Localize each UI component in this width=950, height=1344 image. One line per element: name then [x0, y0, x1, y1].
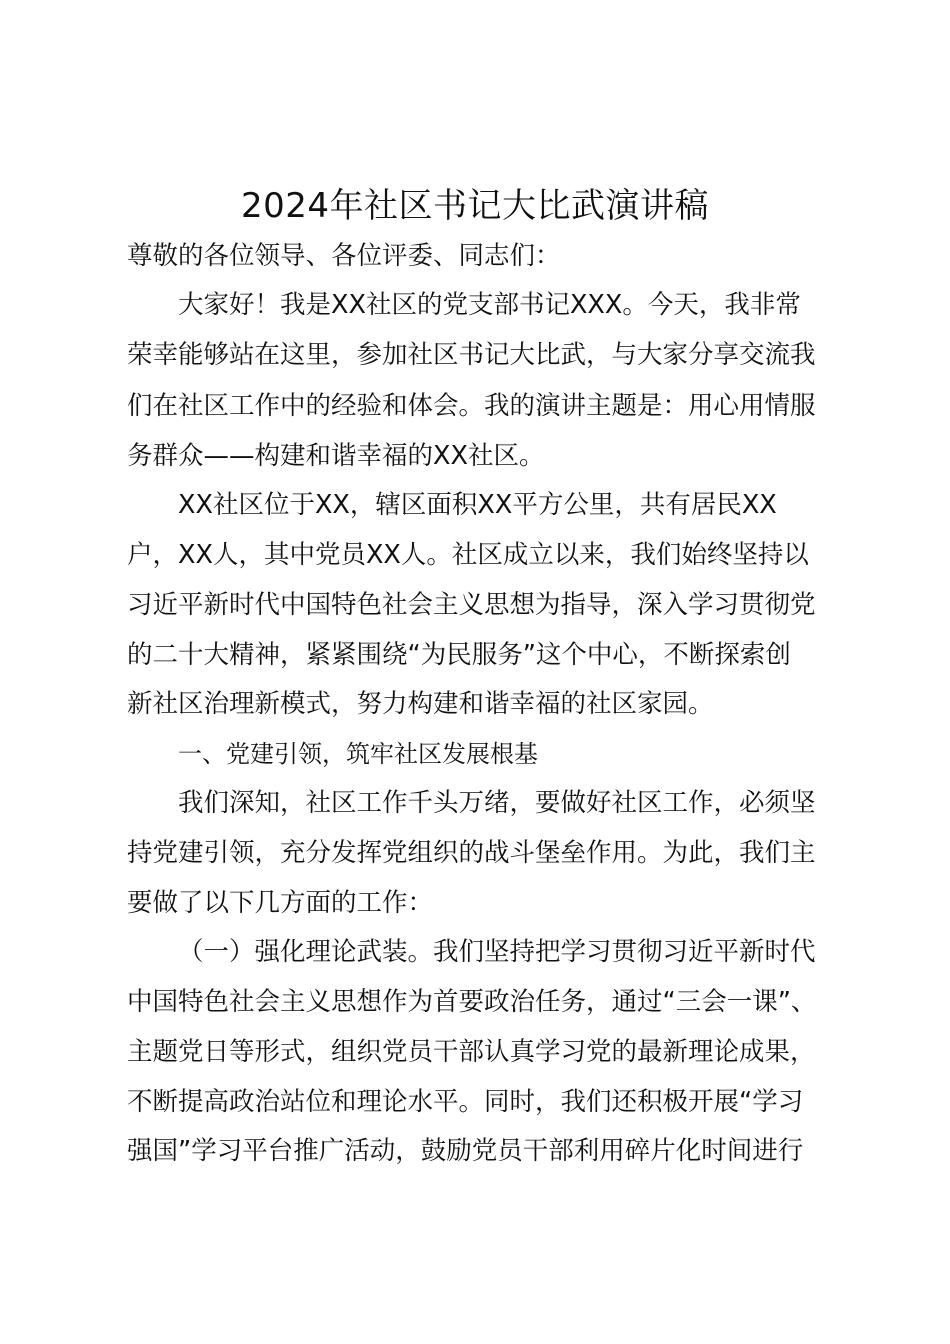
- paragraph-line: 的二十大精神，紧紧围绕“为民服务”这个中心，不断探索创: [127, 640, 791, 670]
- section-heading: 一、党建引领，筑牢社区发展根基: [178, 740, 538, 768]
- paragraph-line: 习近平新时代中国特色社会主义思想为指导，深入学习贯彻党: [127, 590, 816, 620]
- paragraph-line: 们在社区工作中的经验和体会。我的演讲主题是：用心用情服: [127, 391, 816, 421]
- paragraph-line: 户，XX人，其中党员XX人。社区成立以来，我们始终坚持以: [127, 540, 809, 570]
- salutation-line: 尊敬的各位领导、各位评委、同志们：: [127, 241, 561, 271]
- paragraph-line: 不断提高政治站位和理论水平。同时，我们还积极开展“学习: [127, 1087, 804, 1117]
- paragraph-line: 持党建引领，充分发挥党组织的战斗堡垒作用。为此，我们主: [127, 838, 816, 868]
- paragraph-line: 要做了以下几方面的工作：: [127, 888, 434, 918]
- paragraph-line: 荣幸能够站在这里，参加社区书记大比武，与大家分享交流我: [127, 340, 816, 370]
- paragraph-line: 强国”学习平台推广活动，鼓励党员干部利用碎片化时间进行: [127, 1136, 804, 1166]
- paragraph-line: 我们深知，社区工作千头万绪，要做好社区工作，必须坚: [178, 788, 816, 818]
- paragraph-line: 中国特色社会主义思想作为首要政治任务，通过“三会一课”、: [127, 987, 817, 1017]
- paragraph-line: 务群众——构建和谐幸福的XX社区。: [127, 441, 545, 471]
- paragraph-line: 大家好！我是XX社区的党支部书记XXX。今天，我非常: [178, 290, 801, 320]
- paragraph-line: 新社区治理新模式，努力构建和谐幸福的社区家园。: [127, 689, 714, 719]
- paragraph-line: 主题党日等形式，组织党员干部认真学习党的最新理论成果，: [127, 1037, 816, 1067]
- document-title: 2024年社区书记大比武演讲稿: [240, 186, 710, 226]
- paragraph-line: （一）强化理论武装。我们坚持把学习贯彻习近平新时代: [178, 937, 816, 967]
- paragraph-line: XX社区位于XX，辖区面积XX平方公里，共有居民XX: [178, 490, 777, 520]
